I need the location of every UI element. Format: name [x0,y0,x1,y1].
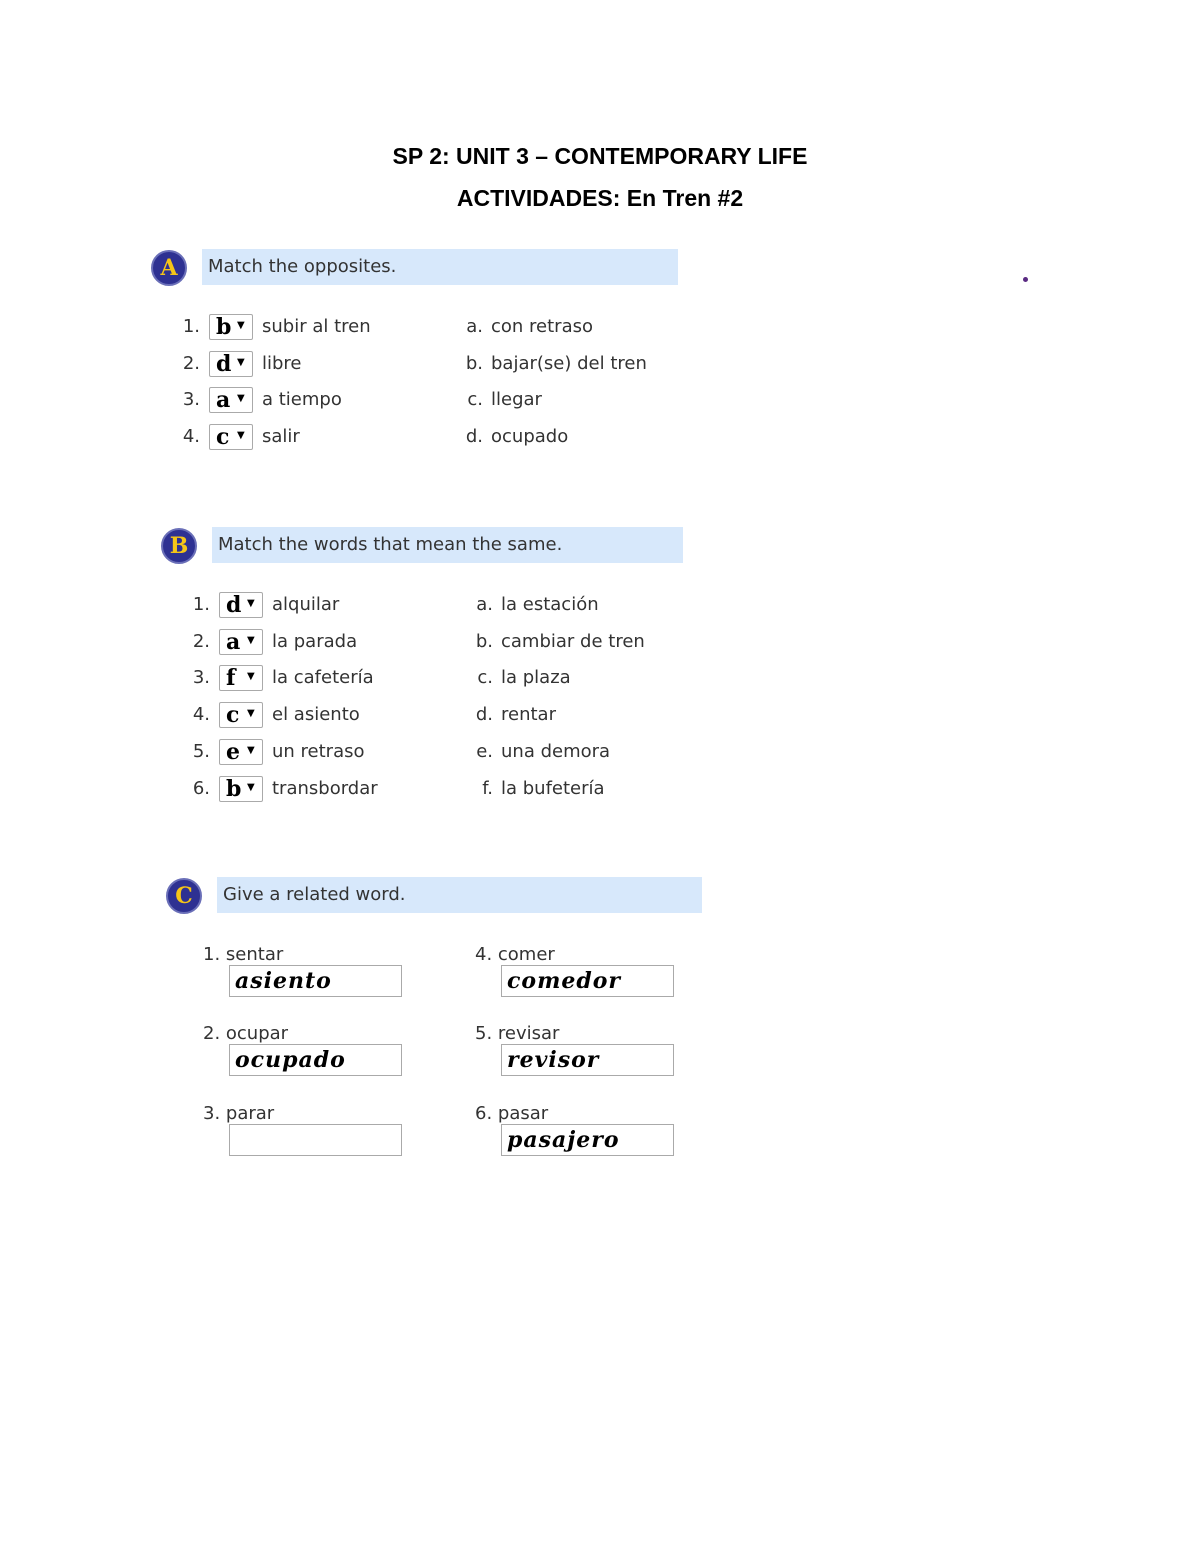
dropdown-arrow-icon: ▼ [247,598,255,609]
prompt-word: 4. comer [475,944,555,965]
option-letter: b. [465,352,483,374]
document-title: SP 2: UNIT 3 – CONTEMPORARY LIFE [392,143,808,169]
answer-field[interactable] [229,1044,402,1076]
option-letter: e. [476,740,493,762]
prompt-word: 5. revisar [475,1023,560,1044]
option-letter: c. [467,389,483,411]
option-letter: b. [475,630,493,652]
handwritten-answer: f [226,665,236,692]
handwritten-answer: a [216,387,231,414]
handwritten-answer: ocupado [235,1047,346,1073]
item-word: la cafetería [272,667,374,689]
dropdown-arrow-icon: ▼ [247,708,255,720]
answer-dropdown[interactable] [219,702,263,728]
answer-dropdown[interactable] [209,351,253,377]
option-text: la bufetería [501,777,605,799]
dropdown-arrow-icon: ▼ [247,781,255,793]
item-word: subir al tren [262,316,371,337]
prompt-word: 3. parar [203,1103,275,1124]
option-text: la estación [501,594,599,615]
answer-dropdown[interactable] [219,739,263,765]
option-text: la plaza [501,667,571,689]
handwritten-answer: e [226,738,240,765]
item-number: 1. [192,594,210,615]
item-word: a tiempo [262,389,342,411]
section-a-instruction: Match the opposites. [202,249,678,285]
prompt-word: 2. ocupar [203,1023,289,1044]
option-letter: a. [466,316,483,337]
section-b-badge: B [161,528,197,564]
item-word: alquilar [272,594,340,615]
item-word: salir [262,426,300,448]
option-text: bajar(se) del tren [491,352,647,374]
answer-dropdown[interactable] [209,424,253,450]
answer-dropdown[interactable] [209,387,253,413]
answer-dropdown[interactable] [219,776,263,802]
prompt-word: 1. sentar [203,944,284,965]
handwritten-answer: b [226,775,242,802]
item-word: libre [262,352,302,374]
answer-field[interactable] [229,965,402,997]
dropdown-arrow-icon: ▼ [247,634,255,646]
option-letter: c. [477,667,493,689]
answer-dropdown[interactable] [219,592,263,618]
item-number: 2. [182,352,200,374]
answer-dropdown[interactable] [209,314,253,340]
stray-ink-dot [1023,277,1028,282]
answer-field[interactable] [501,1044,674,1076]
dropdown-arrow-icon: ▼ [247,744,255,756]
handwritten-answer: d [216,350,232,377]
item-word: el asiento [272,704,360,726]
answer-field[interactable] [501,965,674,997]
handwritten-answer: c [216,424,230,451]
answer-dropdown[interactable] [219,629,263,655]
item-word: un retraso [272,740,365,762]
dropdown-arrow-icon: ▼ [237,430,245,442]
handwritten-answer: b [216,314,232,340]
item-word: la parada [272,630,358,652]
option-letter: a. [476,594,493,615]
item-number: 1. [182,316,200,337]
option-text: rentar [501,704,556,726]
handwritten-answer: c [226,702,240,729]
section-b-instruction: Match the words that mean the same. [212,527,683,563]
item-number: 3. [192,667,210,689]
option-letter: f. [482,777,493,799]
section-c-badge: C [166,878,202,914]
answer-dropdown[interactable] [219,665,263,691]
option-letter: d. [475,704,493,726]
item-number: 5. [192,740,210,762]
handwritten-answer: comedor [507,968,621,994]
section-c-instruction: Give a related word. [217,877,702,913]
option-text: con retraso [491,316,593,337]
option-text: una demora [501,740,611,762]
dropdown-arrow-icon: ▼ [237,320,245,331]
section-a-badge: A [151,250,187,286]
option-text: llegar [491,389,542,411]
item-number: 4. [182,426,200,448]
answer-field[interactable] [229,1124,402,1156]
item-number: 4. [192,704,210,726]
handwritten-answer: pasajero [507,1127,620,1153]
item-number: 2. [192,630,210,652]
option-text: ocupado [491,426,569,448]
item-number: 6. [192,777,210,799]
dropdown-arrow-icon: ▼ [247,671,255,683]
option-text: cambiar de tren [501,630,645,652]
handwritten-answer: a [226,628,241,655]
document-subtitle: ACTIVIDADES: En Tren #2 [456,185,744,211]
item-word: transbordar [272,777,378,799]
dropdown-arrow-icon: ▼ [237,393,245,405]
option-letter: d. [465,426,483,448]
answer-field[interactable] [501,1124,674,1156]
dropdown-arrow-icon: ▼ [237,356,245,368]
item-number: 3. [182,389,200,411]
prompt-word: 6. pasar [475,1103,549,1124]
handwritten-answer: asiento [235,968,332,994]
handwritten-answer: d [226,592,242,618]
handwritten-answer: revisor [507,1047,600,1073]
